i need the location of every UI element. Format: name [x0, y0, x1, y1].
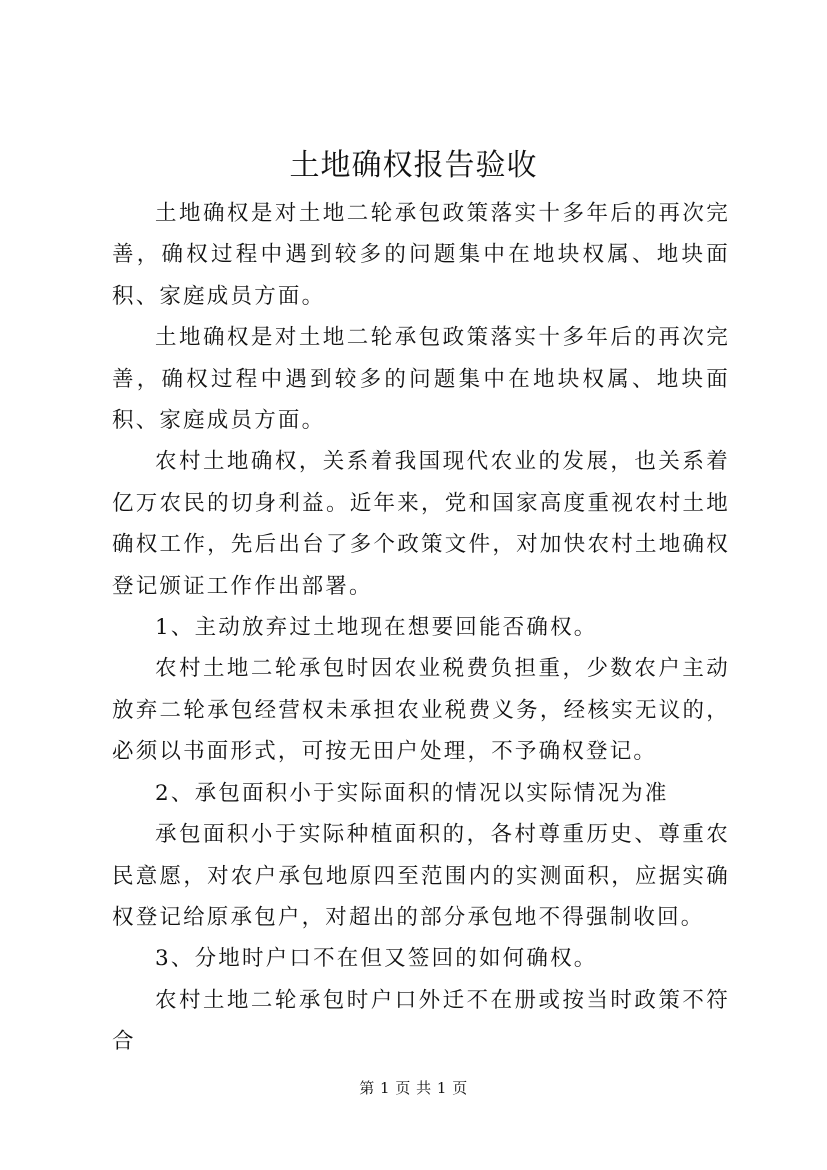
paragraph-6: 农村土地二轮承包时户口外迁不在册或按当时政策不符合: [112, 987, 730, 1055]
page-footer: 第 1 页 共 1 页: [359, 1079, 468, 1097]
paragraph-4: 农村土地二轮承包时因农业税费负担重，少数农户主动放弃二轮承包经营权未承担农业税费义务，经核实无议的，必须以书面形式，可按无田户处理，不予确权登记。: [112, 656, 730, 765]
heading-item-2: 2、承包面积小于实际面积的情况以实际情况为准: [155, 780, 669, 806]
heading-item-3: 3、分地时户口不在但又签回的如何确权。: [155, 946, 598, 972]
paragraph-3: 农村土地确权，关系着我国现代农业的发展，也关系着亿万农民的切身利益。近年来，党和国家高度重视农村土地确权工作，先后出台了多个政策文件，对加快农村土地确权登记颁证工作作出部署。: [112, 449, 730, 599]
paragraph-5: 承包面积小于实际种植面积的，各村尊重历史、尊重农民意愿，对农户承包地原四至范围内的实测面积，应据实确权登记给原承包户，对超出的部分承包地不得强制收回。: [112, 822, 730, 930]
heading-item-1: 1、主动放弃过土地现在想要回能否确权。: [155, 615, 598, 641]
document-title: 土地确权报告验收: [289, 148, 538, 183]
paragraph-1: 土地确权是对土地二轮承包政策落实十多年后的再次完善，确权过程中遇到较多的问题集中在地块权属、地块面积、家庭成员方面。: [112, 201, 730, 309]
document-body: [112, 193, 730, 1063]
paragraph-2: 土地确权是对土地二轮承包政策落实十多年后的再次完善，确权过程中遇到较多的问题集中在地块权属、地块面积、家庭成员方面。: [112, 325, 730, 434]
